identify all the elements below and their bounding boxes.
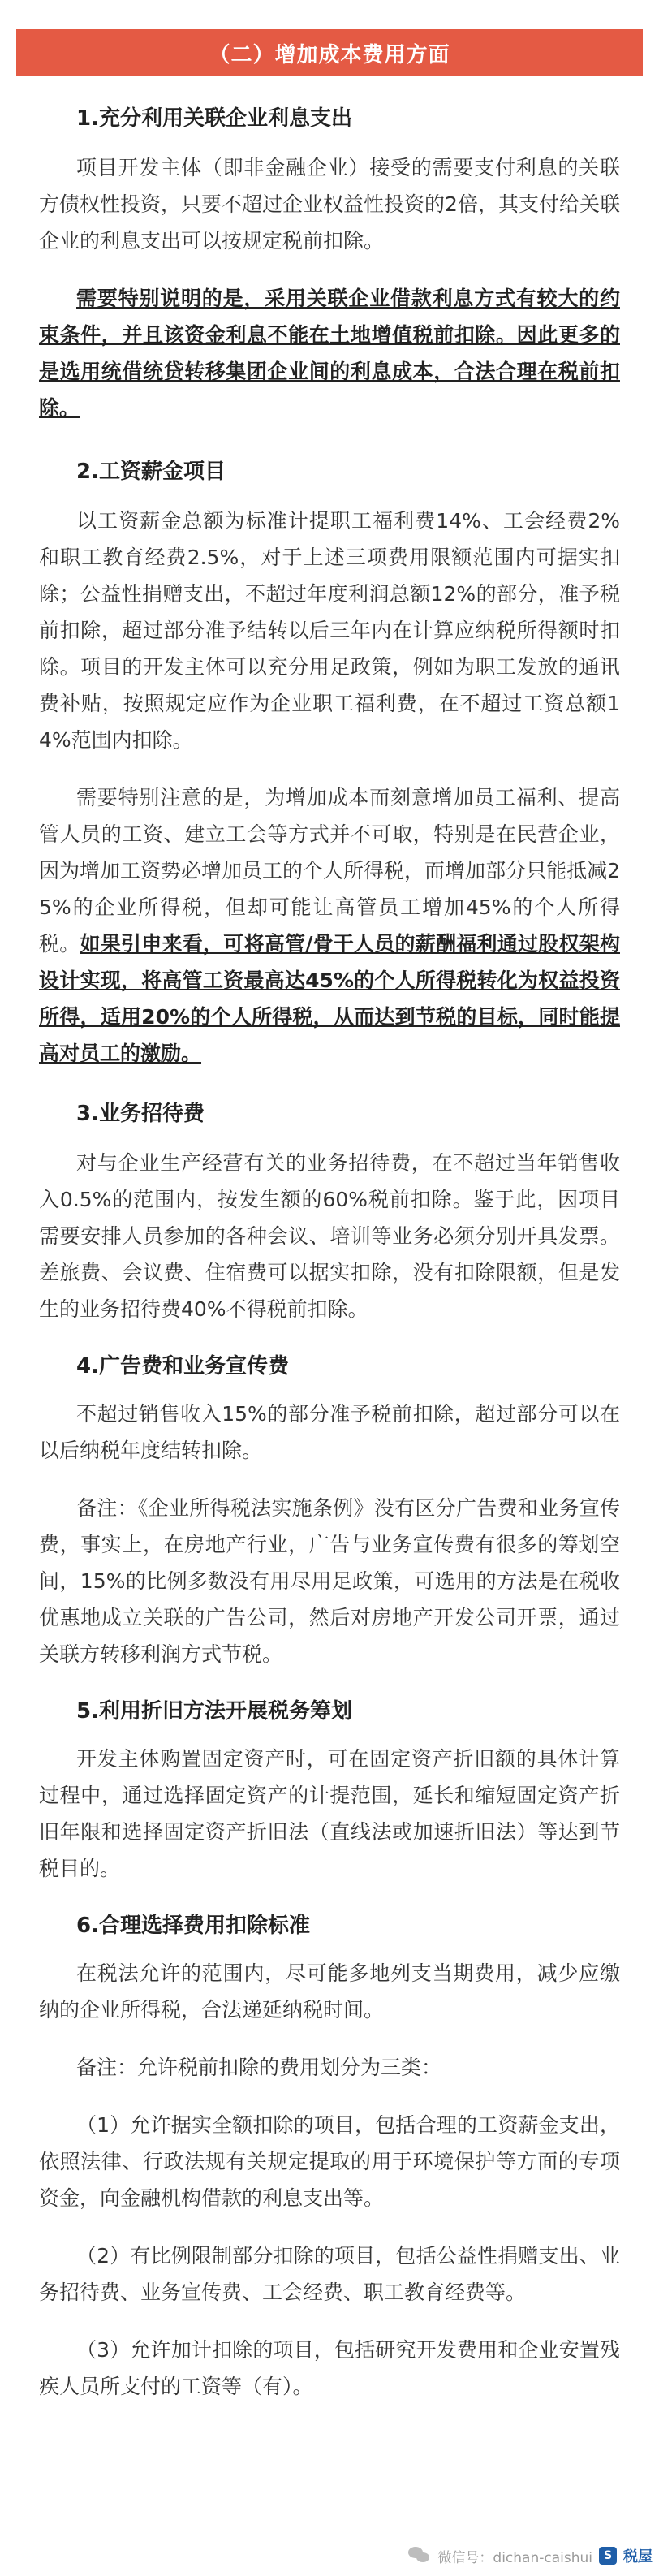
heading-depreciation: 5.利用折旧方法开展税务筹划 [76,1699,352,1724]
salary-note-emphasis: 如果引申来看，可将高管/骨干人员的薪酬福利通过股权架构设计实现，将高管工资最高达45%的个人所得税转化为权益投资所得，适用20%的个人所得税，从而达到节税的目标，同时能提高对员工的激励。 [39,932,620,1065]
paragraph-entertainment: 对与企业生产经营有关的业务招待费，在不超过当年销售收入0.5%的范围内，按发生额的60%税前扣除。鉴于此，因项目需要安排人员参加的各种会议、培训等业务必须分别开具发票。差旅费、会议费、住宿费可以据实扣除，没有扣除限额，但是发生的业务招待费40%不得税前扣除。 [39,1151,620,1321]
paragraph-depreciation: 开发主体购置固定资产时，可在固定资产折旧额的具体计算过程中，通过选择固定资产的计提范围，延长和缩短固定资产折旧年限和选择固定资产折旧法（直线法或加速折旧法）等达到节税目的。 [39,1747,620,1880]
banner-title: （二）增加成本费用方面 [209,42,450,67]
paragraph-expense-categories: 备注：允许税前扣除的费用划分为三类： [76,2056,442,2079]
paragraph-category-3: （3）允许加计扣除的项目，包括研究开发费用和企业安置残疾人员所支付的工资等（有）。 [39,2338,620,2398]
brand-logo-icon: S [599,2547,617,2565]
watermark-text: 微信号：dichan-caishui [437,2549,592,2566]
heading-salary: 2.工资薪金项目 [76,460,226,484]
brand-name: 税屋 [623,2548,653,2565]
paragraph-category-2: （2）有比例限制部分扣除的项目，包括公益性捐赠支出、业务招待费、业务宣传费、工会经费、职工教育经费等。 [39,2244,620,2304]
paragraph-salary-note [39,779,620,1072]
section-banner [16,29,643,76]
salary-note-text: 需要特别注意的是，为增加成本而刻意增加员工福利、提高管人员的工资、建立工会等方式并不可取，特别是在民营企业，因为增加工资势必增加员工的个人所得税，而增加部分只能抵减25%的企业所得税，但却可能让高管员工增加45%的个人所得税。 [39,786,620,956]
heading-expense-standard: 6.合理选择费用扣除标准 [76,1914,310,1938]
heading-entertainment: 3.业务招待费 [76,1102,205,1126]
paragraph-related-interest: 项目开发主体（即非金融企业）接受的需要支付利息的关联方债权性投资，只要不超过企业权益性投资的2倍，其支付给关联企业的利息支出可以按规定税前扣除。 [39,156,620,252]
watermark [408,2545,653,2566]
paragraph-salary: 以工资薪金总额为标准计提职工福利费14%、工会经费2%和职工教育经费2.5%，对于上述三项费用限额范围内可据实扣除；公益性捐赠支出，不超过年度利润总额12%的部分，准予税前扣除，超过部分准予结转以后三年内在计算应纳税所得额时扣除。项目的开发主体可以充分用足政策，例如为职工发放的通讯费补贴，按照规定应作为企业职工福利费，在不超过工资总额14%范围内扣除。 [39,509,620,752]
paragraph-expense-standard: 在税法允许的范围内，尽可能多地列支当期费用，减少应缴纳的企业所得税，合法递延纳税时间。 [39,1961,620,2022]
wechat-icon [408,2547,431,2565]
paragraph-category-1: （1）允许据实全额扣除的项目，包括合理的工资薪金支出，依照法律、行政法规有关规定提取的用于环境保护等方面的专项资金，向金融机构借款的利息支出等。 [39,2113,620,2210]
article-body [0,101,659,2405]
paragraph-advertising-note: 备注：《企业所得税法实施条例》没有区分广告费和业务宣传费，事实上，在房地产行业，广告与业务宣传费有很多的筹划空间，15%的比例多数没有用尽用足政策，可选用的方法是在税收优惠地成立关联的广告公司，然后对房地产开发公司开票，通过关联方转移利润方式节税。 [39,1496,620,1666]
heading-advertising: 4.广告费和业务宣传费 [76,1354,289,1379]
emphasis-related-interest-note: 需要特别说明的是，采用关联企业借款利息方式有较大的约束条件，并且该资金利息不能在土地增值税前扣除。因此更多的是选用统借统贷转移集团企业间的利息成本，合法合理在税前扣除。 [39,287,620,420]
paragraph-advertising: 不超过销售收入15%的部分准予税前扣除，超过部分可以在以后纳税年度结转扣除。 [39,1402,620,1462]
heading-related-interest: 1.充分利用关联企业利息支出 [76,106,352,131]
